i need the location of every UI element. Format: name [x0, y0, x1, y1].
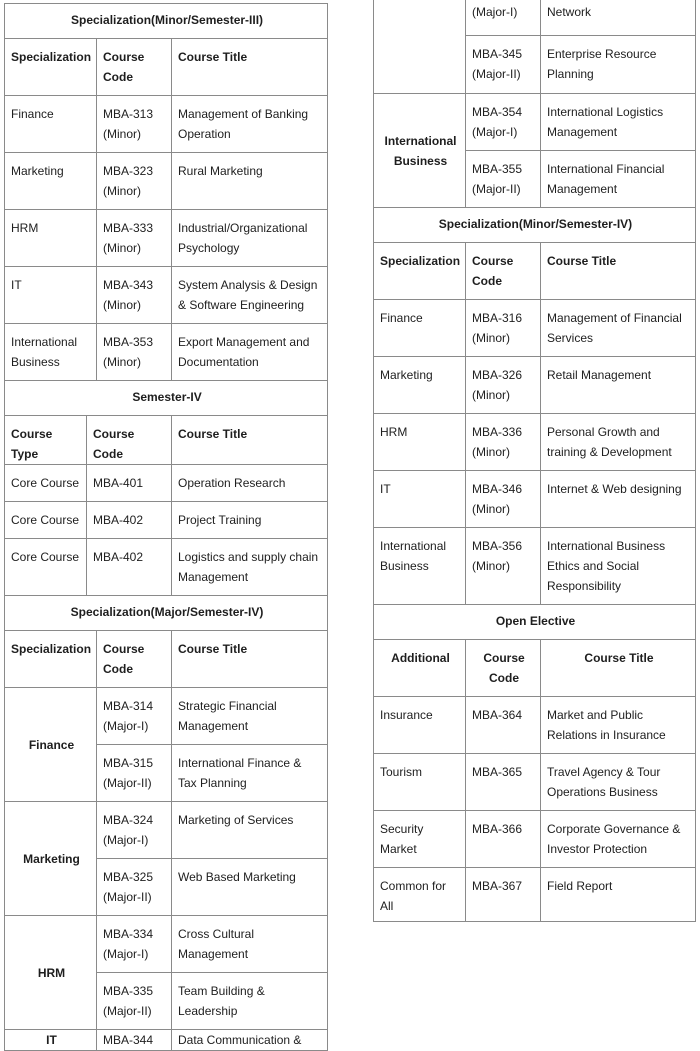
table-row	[374, 528, 696, 605]
column-header: Course Type	[5, 416, 87, 465]
table-row	[374, 300, 696, 357]
section-title: Specialization(Major/Semester-IV)	[5, 596, 328, 631]
course-code-cell: MBA-325 (Major-II)	[97, 859, 172, 916]
course-title-cell: Rural Marketing	[172, 153, 328, 210]
column-header: Course Title	[541, 640, 696, 697]
course-title-cell: Personal Growth and training & Development	[541, 414, 696, 471]
course-type-cell: Core Course	[5, 465, 87, 502]
column-header: Course Title	[172, 39, 328, 96]
column-header: Specialization	[5, 631, 97, 688]
course-code-cell: MBA-333 (Minor)	[97, 210, 172, 267]
course-title-cell: Retail Management	[541, 357, 696, 414]
table-row	[374, 811, 696, 868]
table-row	[5, 465, 328, 502]
specialization-cell: International Business	[5, 324, 97, 381]
right-course-table	[373, 0, 696, 922]
course-code-cell: MBA-344	[97, 1030, 172, 1051]
specialization-cell: Marketing	[5, 153, 97, 210]
table-row	[5, 210, 328, 267]
table-row	[5, 96, 328, 153]
course-title-cell: Field Report	[541, 868, 696, 922]
course-code-cell: MBA-356 (Minor)	[466, 528, 541, 605]
course-code-cell: MBA-353 (Minor)	[97, 324, 172, 381]
column-header: Course Code	[466, 243, 541, 300]
column-header: Course Title	[172, 416, 328, 465]
course-title-cell: Marketing of Services	[172, 802, 328, 859]
table-row	[5, 688, 328, 745]
course-title-cell: International Logistics Management	[541, 94, 696, 151]
table-row	[374, 357, 696, 414]
course-code-cell: MBA-343 (Minor)	[97, 267, 172, 324]
column-header: Course Title	[541, 243, 696, 300]
left-course-table	[4, 3, 328, 1051]
table-row	[374, 868, 696, 922]
specialization-group-cell: International Business	[374, 94, 466, 208]
specialization-group-cell: Finance	[5, 688, 97, 802]
specialization-cell: HRM	[374, 414, 466, 471]
course-title-cell: Project Training	[172, 502, 328, 539]
course-code-cell: MBA-334 (Major-I)	[97, 916, 172, 973]
column-header: Course Title	[172, 631, 328, 688]
table-row	[5, 539, 328, 596]
table-row	[5, 267, 328, 324]
additional-cell: Common for All	[374, 868, 466, 922]
course-code-cell: MBA-365	[466, 754, 541, 811]
table-row	[5, 324, 328, 381]
specialization-group-cell: Marketing	[5, 802, 97, 916]
course-code-cell: MBA-314 (Major-I)	[97, 688, 172, 745]
specialization-group-cell: IT	[5, 1030, 97, 1051]
additional-cell: Insurance	[374, 697, 466, 754]
table-header-row	[5, 416, 328, 465]
course-code-cell: MBA-355 (Major-II)	[466, 151, 541, 208]
specialization-cell: HRM	[5, 210, 97, 267]
section-title-row	[5, 381, 328, 416]
section-title: Semester-IV	[5, 381, 328, 416]
table-row	[5, 916, 328, 973]
course-code-cell: MBA-345 (Major-II)	[466, 36, 541, 94]
course-code-cell: MBA-354 (Major-I)	[466, 94, 541, 151]
specialization-cell: Finance	[374, 300, 466, 357]
table-header-row	[5, 631, 328, 688]
table-row	[5, 153, 328, 210]
course-code-cell: MBA-326 (Minor)	[466, 357, 541, 414]
column-header: Additional	[374, 640, 466, 697]
course-code-cell: MBA-313 (Minor)	[97, 96, 172, 153]
course-title-cell: International Finance & Tax Planning	[172, 745, 328, 802]
course-code-cell: MBA-367	[466, 868, 541, 922]
table-row	[374, 0, 696, 36]
course-title-cell: Web Based Marketing	[172, 859, 328, 916]
course-code-cell: MBA-315 (Major-II)	[97, 745, 172, 802]
section-title-row	[5, 4, 328, 39]
table-header-row	[374, 640, 696, 697]
section-title-row	[374, 605, 696, 640]
specialization-cell: Marketing	[374, 357, 466, 414]
column-header: Course Code	[466, 640, 541, 697]
course-code-cell: (Major-I)	[466, 0, 541, 36]
course-title-cell: System Analysis & Design & Software Engineering	[172, 267, 328, 324]
course-title-cell: Corporate Governance & Investor Protection	[541, 811, 696, 868]
course-title-cell: Operation Research	[172, 465, 328, 502]
course-title-cell: Logistics and supply chain Management	[172, 539, 328, 596]
course-title-cell: Industrial/Organizational Psychology	[172, 210, 328, 267]
course-code-cell: MBA-366	[466, 811, 541, 868]
table-row	[5, 1030, 328, 1051]
course-code-cell: MBA-324 (Major-I)	[97, 802, 172, 859]
specialization-group-cell: HRM	[5, 916, 97, 1030]
course-title-cell: Network	[541, 0, 696, 36]
section-title-row	[374, 208, 696, 243]
course-type-cell: Core Course	[5, 502, 87, 539]
course-code-cell: MBA-401	[87, 465, 172, 502]
table-row	[5, 502, 328, 539]
course-code-cell: MBA-346 (Minor)	[466, 471, 541, 528]
table-row	[374, 94, 696, 151]
course-title-cell: Travel Agency & Tour Operations Business	[541, 754, 696, 811]
course-title-cell: Team Building & Leadership	[172, 973, 328, 1030]
column-header: Specialization	[5, 39, 97, 96]
course-code-cell: MBA-316 (Minor)	[466, 300, 541, 357]
table-row	[374, 754, 696, 811]
course-code-cell: MBA-364	[466, 697, 541, 754]
course-title-cell: Management of Financial Services	[541, 300, 696, 357]
course-title-cell: Strategic Financial Management	[172, 688, 328, 745]
course-type-cell: Core Course	[5, 539, 87, 596]
course-title-cell: International Financial Management	[541, 151, 696, 208]
table-row	[374, 414, 696, 471]
specialization-cell: IT	[374, 471, 466, 528]
course-code-cell: MBA-402	[87, 502, 172, 539]
specialization-cell: IT	[5, 267, 97, 324]
additional-cell: Tourism	[374, 754, 466, 811]
column-header: Course Code	[87, 416, 172, 465]
specialization-group-cell	[374, 0, 466, 94]
specialization-cell: International Business	[374, 528, 466, 605]
course-title-cell: Cross Cultural Management	[172, 916, 328, 973]
course-code-cell: MBA-402	[87, 539, 172, 596]
course-title-cell: Enterprise Resource Planning	[541, 36, 696, 94]
course-title-cell: Export Management and Documentation	[172, 324, 328, 381]
course-title-cell: Data Communication &	[172, 1030, 328, 1051]
course-title-cell: Management of Banking Operation	[172, 96, 328, 153]
column-header: Specialization	[374, 243, 466, 300]
table-header-row	[5, 39, 328, 96]
section-title: Specialization(Minor/Semester-IV)	[374, 208, 696, 243]
table-header-row	[374, 243, 696, 300]
additional-cell: Security Market	[374, 811, 466, 868]
course-title-cell: Internet & Web designing	[541, 471, 696, 528]
specialization-cell: Finance	[5, 96, 97, 153]
column-header: Course Code	[97, 39, 172, 96]
course-code-cell: MBA-323 (Minor)	[97, 153, 172, 210]
column-header: Course Code	[97, 631, 172, 688]
table-row	[374, 471, 696, 528]
table-row	[5, 802, 328, 859]
section-title: Open Elective	[374, 605, 696, 640]
course-title-cell: International Business Ethics and Social Responsibility	[541, 528, 696, 605]
course-code-cell: MBA-335 (Major-II)	[97, 973, 172, 1030]
section-title: Specialization(Minor/Semester-III)	[5, 4, 328, 39]
course-code-cell: MBA-336 (Minor)	[466, 414, 541, 471]
table-row	[374, 697, 696, 754]
course-title-cell: Market and Public Relations in Insurance	[541, 697, 696, 754]
section-title-row	[5, 596, 328, 631]
